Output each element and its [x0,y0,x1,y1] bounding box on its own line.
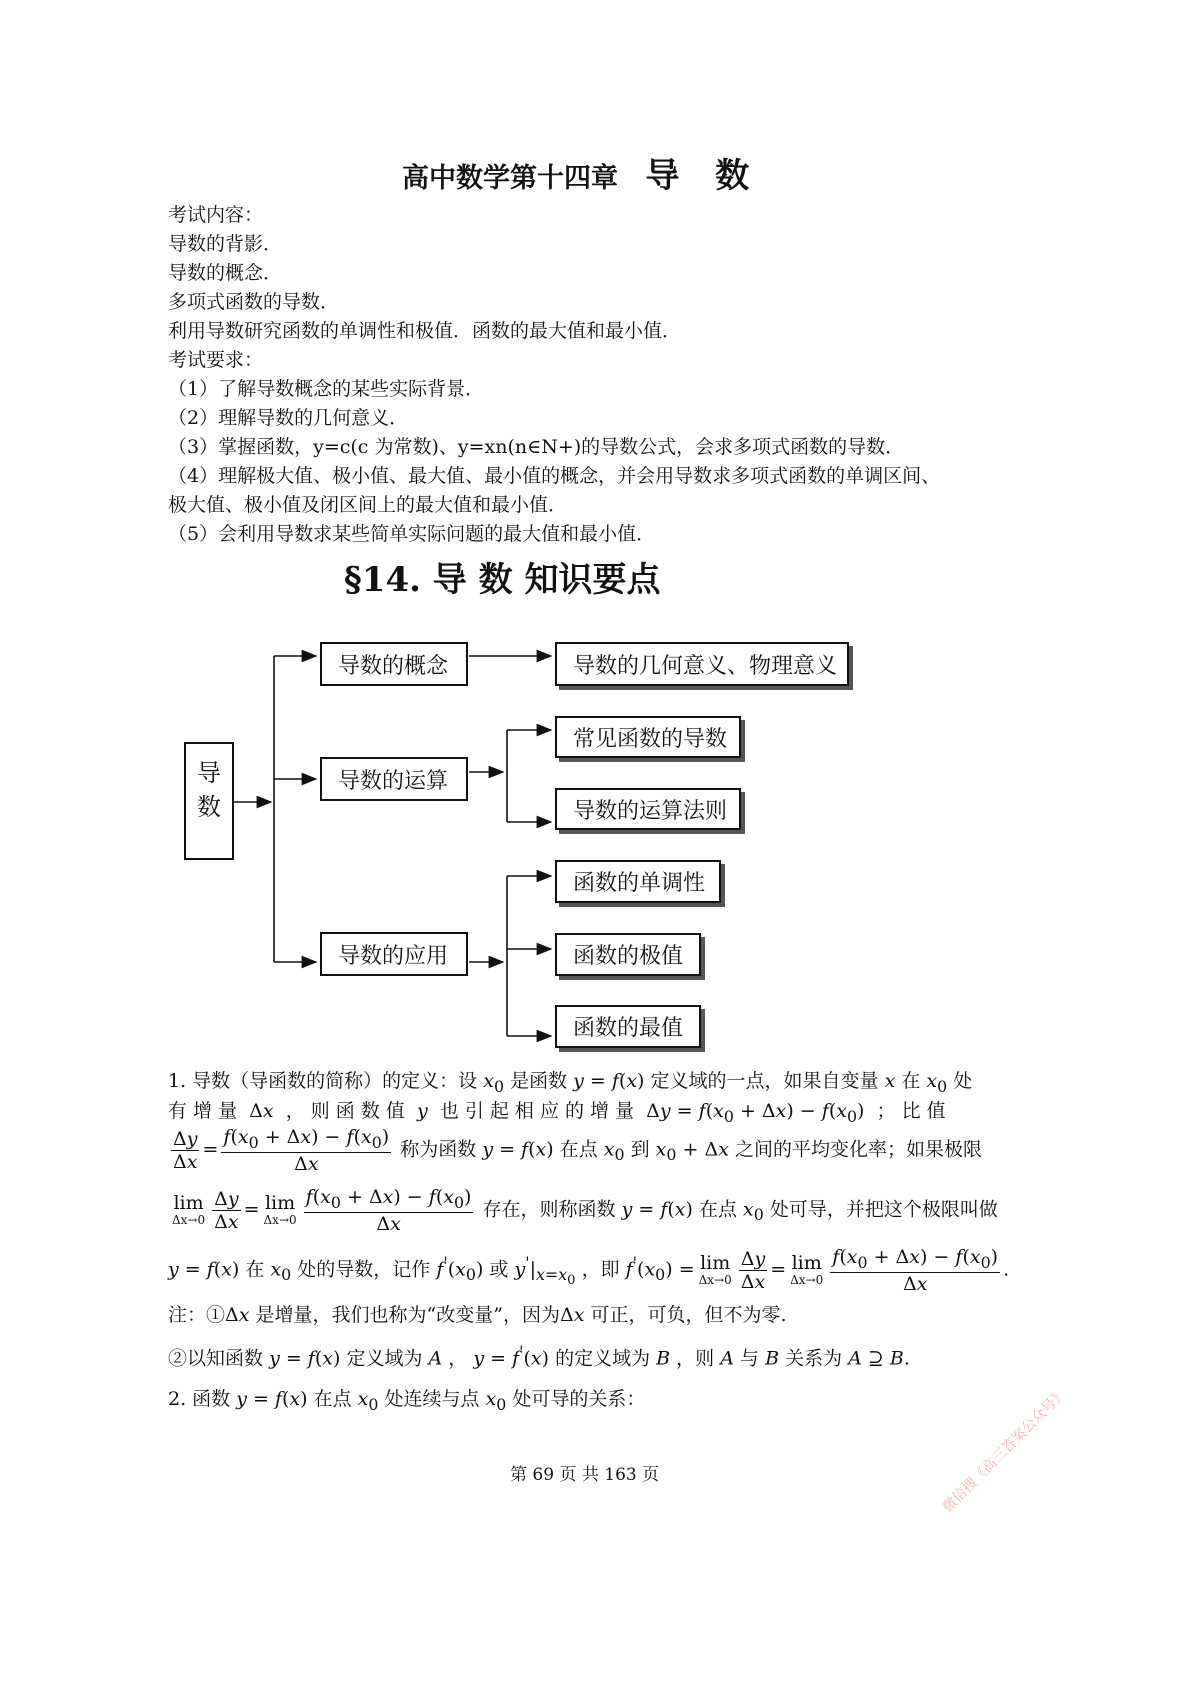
root-char: 导 [197,759,221,787]
content-item: 多项式函数的导数． [168,291,340,313]
diagram-root-box [184,742,234,860]
watermark: 微信搜《高三答案公众号》 [939,1385,1070,1516]
box-operation: 导数的运算 [320,757,468,801]
box-common-derivatives: 常见函数的导数 [555,716,741,758]
definition-line-1: 1. 导数（导函数的简称）的定义：设 $x_0$ 是函数 y = f(x) 定义域的一点，如果自变量 x 在 $x_0$ 处 [168,1070,973,1096]
exam-req-label: 考试要求： [168,349,264,371]
req-item: （3）掌握函数，y=c(c 为常数)、y=xn(n∈N+)的导数公式，会求多项式函数的导数． [168,436,905,458]
exam-content-label: 考试内容： [168,204,264,226]
box-max-min: 函数的最值 [555,1005,701,1048]
title-main: 导 数 [645,156,762,196]
content-item: 导数的概念． [168,262,283,284]
title-prefix: 高中数学第十四章 [402,163,618,194]
note-2: ②以知函数 y = f(x) 定义域为 A ， y = f'(x) 的定义域为 B ，则 A 与 B 关系为 A ⊇ B. [168,1342,910,1370]
definition-line-5: y = f(x) 在 $x_0$ 处的导数，记作 $f'(x_0)$ 或 $y'|_{x=x_0}$ ，即 $f'(x_0) = \lim$ Δx→0 $\frac{\Delta y}{\Delta x}$ = lim Δx→0 $\frac{f(x_0 + \Delta x) - f(x_0)}{\Delta x}$ . [168,1246,1010,1295]
definition-line-4: lim Δx→0 $\frac{\Delta y}{\Delta x}$ = lim Δx→0 $\frac{f(x_0 + \Delta x) - f(x_0)}{\Delta x}$ 存在，则称函数 y = f(x) 在点 $x_0$ 处可导，并把这个极限叫做 [172,1186,998,1235]
box-monotonicity: 函数的单调性 [555,860,721,903]
box-application: 导数的应用 [320,932,468,976]
section-title: §14. 导 数 知识要点 [344,560,661,600]
req-item: （4）理解极大值、极小值、最大值、最小值的概念，并会用导数求多项式函数的单调区间、 [168,465,941,487]
req-item: （5）会利用导数求某些简单实际问题的最大值和最小值． [168,523,656,545]
definition-line-3: $\frac{\Delta y}{\Delta x}$ = $\frac{f(x_0 + \Delta x) - f(x_0)}{\Delta x}$ 称为函数 y = f(x) 在点 $x_0$ 到 $x_0 + \Delta x$ 之间的平均变化率；如果极限 [173,1126,982,1175]
definition-line-2: 有 增 量 Δx ， 则 函 数 值 y 也 引 起 相 应 的 增 量 $\Delta y = f(x_0 + \Delta x) - f(x_0)$ ； 比 值 [168,1100,946,1126]
note-1: 注：①Δx 是增量，我们也称为“改变量”，因为Δx 可正，可负，但不为零. [168,1304,787,1326]
req-item: （1）了解导数概念的某些实际背景． [168,378,485,400]
content-item: 利用导数研究函数的单调性和极值．函数的最大值和最小值． [168,320,682,342]
root-char: 数 [197,793,221,821]
content-item: 导数的背影． [168,233,283,255]
req-item: （2）理解导数的几何意义． [168,407,409,429]
page-footer: 第 69 页 共 163 页 [510,1465,660,1485]
req-item: 极大值、极小值及闭区间上的最大值和最小值． [168,494,568,516]
paragraph-2: 2. 函数 y = f(x) 在点 $x_0$ 处连续与点 $x_0$ 处可导的关系： [168,1388,646,1414]
box-concept-child: 导数的几何意义、物理意义 [555,642,849,686]
box-concept: 导数的概念 [320,642,468,686]
box-derivative-rules: 导数的运算法则 [555,788,741,830]
box-extrema: 函数的极值 [555,933,701,976]
